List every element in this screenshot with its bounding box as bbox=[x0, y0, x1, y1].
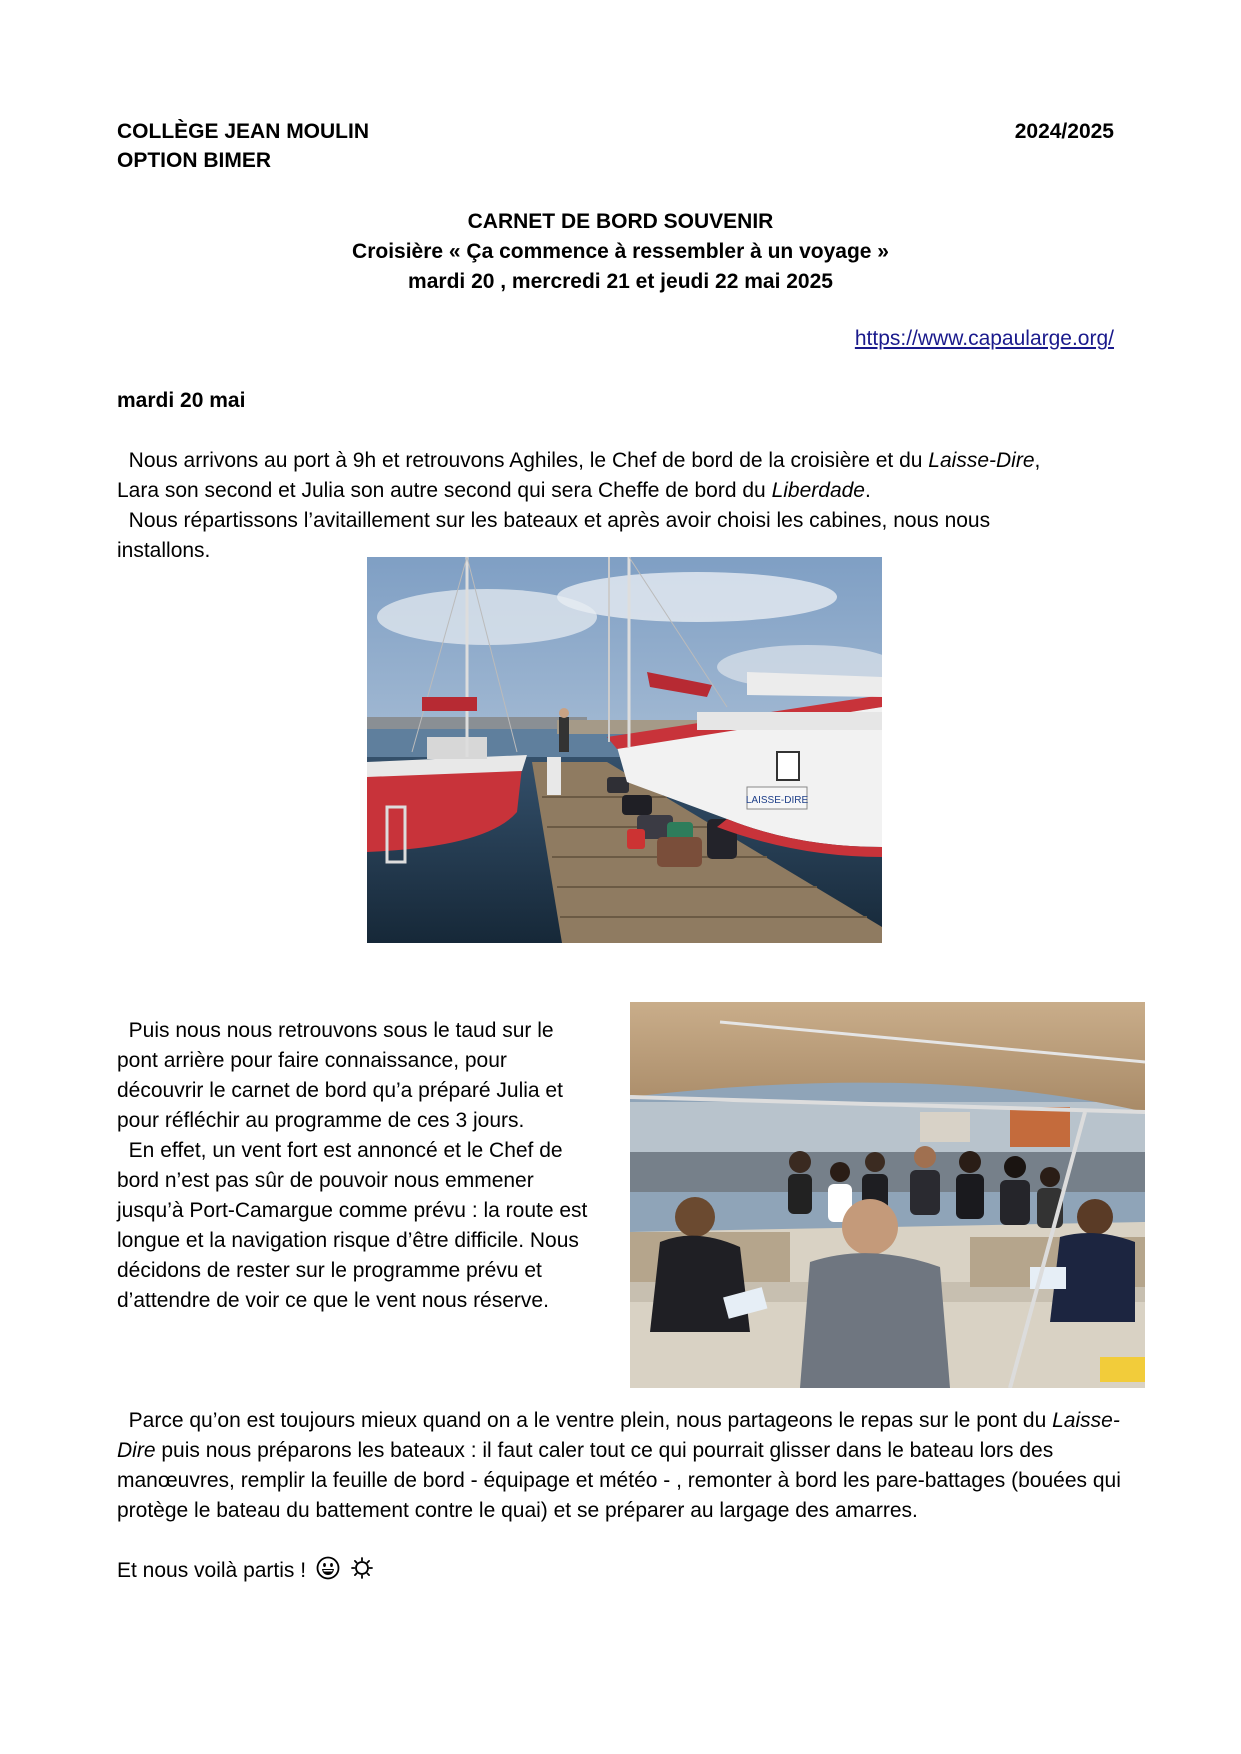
boat-name: Laisse-Dire bbox=[928, 449, 1035, 472]
text: , Lara son second et Julia son autre second qui sera Cheffe de bord du bbox=[117, 449, 1047, 502]
grinning-face-icon bbox=[316, 1556, 340, 1589]
option-name: OPTION BIMER bbox=[117, 149, 272, 172]
text: puis nous préparons les bateaux : il faut caler tout ce qui pourrait glisser dans le bateau lors des manœuvres, remplir la feuille de bord - équipage et météo - , remonter à bord les pare-battages (bouées qui protège le bateau du battement contre le quai) et se préparer au largage des amarres. bbox=[117, 1439, 1127, 1522]
departure-text: Et nous voilà partis ! bbox=[117, 1559, 307, 1582]
text: Nous arrivons au port à 9h et retrouvons Aghiles, le Chef de bord de la croisière et du bbox=[117, 449, 929, 472]
boat-name: Liberdade bbox=[771, 479, 865, 502]
paragraph-arrival bbox=[117, 446, 1077, 506]
cruise-subtitle: Croisière « Ça commence à ressembler à un voyage » bbox=[352, 240, 889, 263]
website-link[interactable]: https://www.capaularge.org/ bbox=[854, 327, 1114, 350]
paragraph-departure bbox=[117, 1556, 374, 1589]
school-year: 2024/2025 bbox=[1014, 120, 1114, 143]
document-title: CARNET DE BORD SOUVENIR bbox=[467, 210, 774, 233]
text: Parce qu’on est toujours mieux quand on a le ventre plein, nous partageons le repas sur le pont du bbox=[117, 1409, 1053, 1432]
cruise-dates: mardi 20 , mercredi 21 et jeudi 22 mai 2025 bbox=[408, 270, 833, 293]
paragraph-meeting: Puis nous nous retrouvons sous le taud sur le pont arrière pour faire connaissance, pour découvrir le carnet de bord qu’a préparé Julia et pour réfléchir au programme de ces 3 jours. bbox=[117, 1019, 569, 1132]
boat-hull-name: LAISSE-DIRE bbox=[745, 795, 809, 806]
sun-icon bbox=[350, 1556, 374, 1589]
paragraph-preparation bbox=[117, 1406, 1127, 1526]
paragraph-wind: En effet, un vent fort est annoncé et le Chef de bord n’est pas sûr de pouvoir nous emmener jusqu’à Port-Camargue comme prévu : la route est longue et la navigation risque d’être difficile. Nous décidons de rester sur le programme prévu et d’attendre de voir ce que le vent nous réserve. bbox=[117, 1139, 594, 1312]
photo-boats-at-dock bbox=[367, 557, 882, 943]
boat-name: Laisse-Dire bbox=[117, 1409, 1120, 1462]
day-heading: mardi 20 mai bbox=[117, 389, 246, 412]
school-name: COLLÈGE JEAN MOULIN bbox=[117, 120, 370, 143]
text: . bbox=[864, 479, 871, 502]
paragraph-installation: Nous répartissons l’avitaillement sur les bateaux et après avoir choisi les cabines, nous nous installons. bbox=[117, 509, 996, 562]
photo-students-under-awning bbox=[630, 1002, 1145, 1388]
